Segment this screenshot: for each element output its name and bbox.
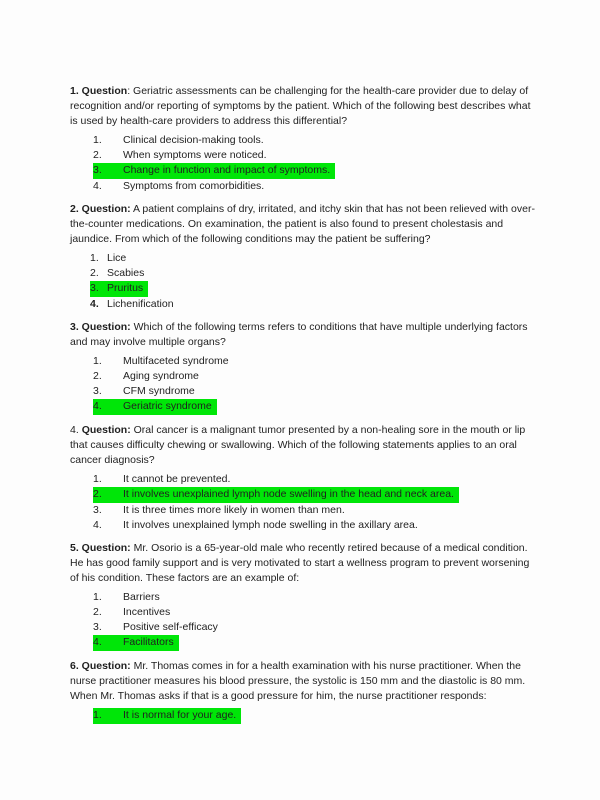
option [93,179,264,194]
options-list [70,354,538,415]
option-number: 4. [90,298,99,310]
question-3 [70,320,538,415]
option-text: CFM syndrome [123,385,195,397]
option-row [93,354,538,369]
option-row [93,620,538,635]
question-body: Which of the following terms refers to conditions that have multiple underlying factors and may involve multiple organs? [70,321,528,348]
question-text [70,84,538,129]
option-number: 4. [93,636,102,648]
option-text: Symptoms from comorbidities. [123,180,265,192]
option [93,518,418,533]
option-number: 1. [93,473,102,485]
option-row [90,251,538,266]
question-prefix: 4. [70,424,82,436]
option-text: Lice [107,252,127,264]
option-number: 4. [93,519,102,531]
option [93,620,218,635]
option-row [93,472,538,487]
option-number: 1. [93,355,102,367]
option-number: 4. [93,400,102,412]
question-label: 2. Question: [70,203,131,215]
question-body: Mr. Thomas comes in for a health examination with his nurse practitioner. When the nurse practitioner measures his blood pressure, the systolic is 150 mm and the diastolic is 80 mm. When Mr. Thomas asks if that is a good pressure for him, the nurse practitioner responds: [70,660,526,702]
option-text: Incentives [123,606,171,618]
option-row [93,369,538,384]
question-body: Mr. Osorio is a 65-year-old male who recently retired because of a medical condition. He has good family support and is very motivated to start a wellness program to prevent worsening of his condition. These factors are an example of: [70,542,530,584]
option [93,590,160,605]
highlighted-answer [93,708,241,724]
option-text: Geriatric syndrome [123,400,212,412]
highlighted-answer [93,163,335,179]
question-text [70,541,538,586]
option-number: 4. [93,180,102,192]
option-row [93,708,538,724]
option-text: Change in function and impact of symptoms. [123,164,331,176]
question-label: 5. Question: [70,542,131,554]
option-row [93,518,538,533]
highlighted-answer [90,281,148,297]
option-number: 1. [93,591,102,603]
option-text: Facilitators [123,636,174,648]
question-label: 6. Question: [70,660,131,672]
question-6 [70,659,538,724]
option-number: 2. [93,149,102,161]
option [93,148,267,163]
option-row [93,503,538,518]
option-row [93,163,538,179]
option-text: Barriers [123,591,160,603]
highlighted-answer [93,635,179,651]
option-text: Scabies [107,267,145,279]
question-5 [70,541,538,651]
option [93,472,230,487]
option-number: 1. [90,252,99,264]
option [90,251,126,266]
option-row [90,297,538,312]
option-text: When symptoms were noticed. [123,149,267,161]
option-row [93,179,538,194]
option-text: It involves unexplained lymph node swelling in the head and neck area. [123,488,454,500]
options-list [70,472,538,533]
question-label: 1. Question [70,85,128,97]
question-4 [70,423,538,533]
options-list [70,708,538,724]
option [93,354,229,369]
option-text: It is three times more likely in women than men. [123,504,345,516]
option-number: 3. [93,385,102,397]
options-list [70,590,538,651]
option [93,605,170,620]
question-text [70,202,538,247]
question-body: : Geriatric assessments can be challenging for the health-care provider due to delay of recognition and/or reporting of symptoms by the patient. Which of the following best describes what is used by health-care providers to address this differential? [70,85,531,127]
option-text: Multifaceted syndrome [123,355,229,367]
option [93,369,199,384]
question-body: Oral cancer is a malignant tumor presented by a non-healing sore in the mouth or lip that causes difficulty chewing or swallowing. Which of the following statements applies to an oral cancer diagnosis? [70,424,526,466]
option-row [93,148,538,163]
option-text: Clinical decision-making tools. [123,134,264,146]
option-row [93,590,538,605]
option-number: 3. [93,504,102,516]
highlighted-answer [93,399,217,415]
option-number: 2. [93,606,102,618]
option-number: 3. [93,164,102,176]
option-row [90,266,538,281]
option-row [93,384,538,399]
option-text: Aging syndrome [123,370,199,382]
option-number: 3. [90,282,99,294]
options-list [70,133,538,194]
option [90,266,144,281]
option-text: It is normal for your age. [123,709,237,721]
options-list [70,251,538,312]
question-body: A patient complains of dry, irritated, and itchy skin that has not been relieved with over-the-counter medications. On examination, the patient is also found to present cholestasis and jaundice. From which of the following conditions may the patient be suffering? [70,203,535,245]
option [90,297,174,312]
option [93,133,264,148]
question-text [70,423,538,468]
option-text: It involves unexplained lymph node swelling in the axillary area. [123,519,418,531]
option-row [93,487,538,503]
option-number: 2. [90,267,99,279]
option-row [93,133,538,148]
option-text: Positive self-efficacy [123,621,218,633]
option-number: 2. [93,488,102,500]
option-text: Pruritus [107,282,144,294]
question-1 [70,84,538,194]
option [93,503,345,518]
option [93,384,195,399]
question-text [70,320,538,350]
question-2 [70,202,538,312]
option-row [90,281,538,297]
option-text: Lichenification [107,298,174,310]
highlighted-answer [93,487,459,503]
option-number: 3. [93,621,102,633]
option-number: 1. [93,134,102,146]
option-row [93,635,538,651]
question-label: 3. Question: [70,321,131,333]
question-label: Question: [81,424,131,436]
option-number: 2. [93,370,102,382]
option-row [93,399,538,415]
option-row [93,605,538,620]
option-text: It cannot be prevented. [123,473,231,485]
question-text [70,659,538,704]
option-number: 1. [93,709,102,721]
